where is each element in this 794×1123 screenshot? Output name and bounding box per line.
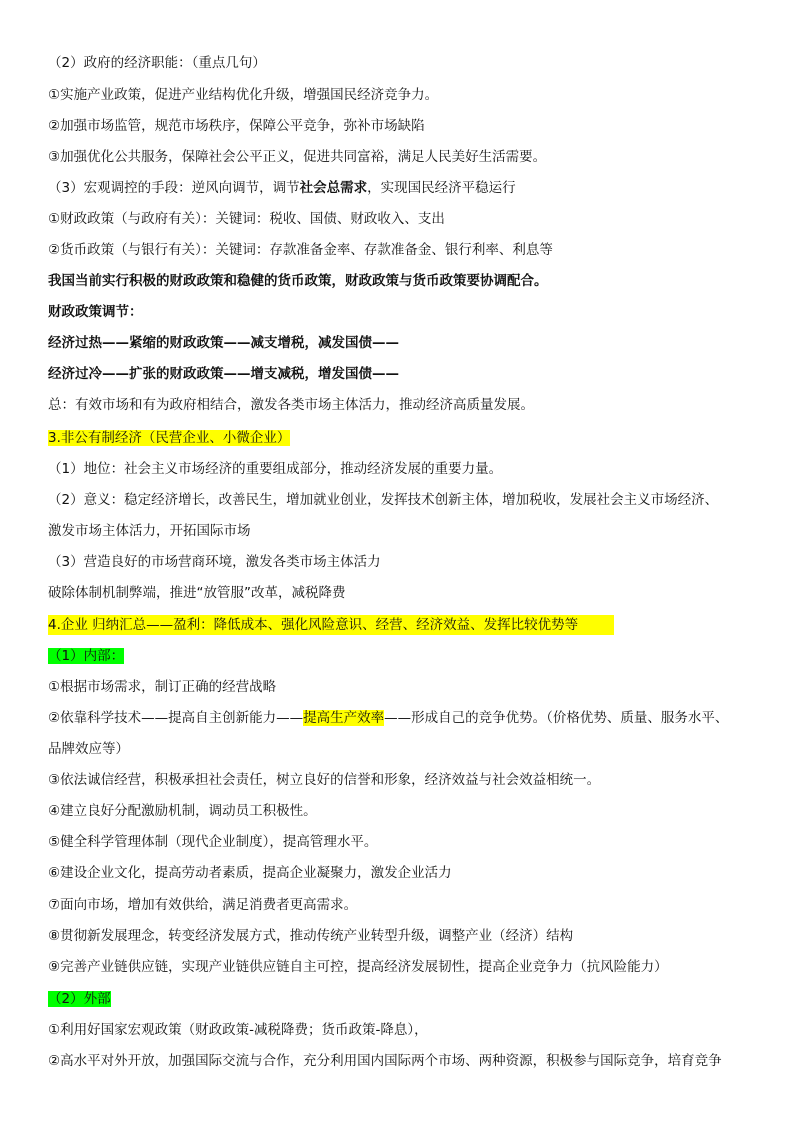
section-enterprise-heading [48,615,614,635]
section-macro-control-heading [48,178,516,198]
bold-line: 经济过冷——扩张的财政政策——增支减税，增发国债—— [48,366,399,382]
text-line: ⑨完善产业链供应链，实现产业链供应链自主可控，提高经济发展韧性，提高企业竞争力（抗风险能力） [48,959,668,975]
text-line: 品牌效应等） [48,741,129,757]
text-line: ⑤健全科学管理体制（现代企业制度），提高管理水平。 [48,834,378,850]
text-line: （2）意义：稳定经济增长，改善民生，增加就业创业，发挥技术创新主体，增加税收，发展社会主义市场经济、 [48,492,719,508]
bold-line: 财政政策调节： [48,304,143,320]
section-non-public-economy-heading [48,428,290,448]
subsection-internal-heading [48,646,124,666]
section-government-functions-heading [48,53,266,73]
bold-term: 社会总需求 [299,180,368,196]
bold-line: 我国当前实行积极的财政政策和稳健的货币政策，财政政策与货币政策要协调配合。 [48,273,548,289]
text-span: ，实现国民经济平稳运行 [367,180,516,196]
text-line: ⑥建设企业文化，提高劳动者素质，提高企业凝聚力，激发企业活力 [48,865,452,881]
text-span: ——形成自己的竞争优势。（价格优势、质量、服务水平、 [384,710,729,726]
text-line: 破除体制机制弊端，推进“放管服”改革，减税降费 [48,585,346,601]
text-line: 总：有效市场和有为政府相结合，激发各类市场主体活力，推动经济高质量发展。 [48,397,534,413]
text-line: ③依法诚信经营，积极承担社会责任，树立良好的信誉和形象，经济效益与社会效益相统一。 [48,772,601,788]
text-line: ①财政政策（与政府有关）：关键词：税收、国债、财政收入、支出 [48,211,445,227]
text-line: ⑧贯彻新发展理念，转变经济发展方式，推动传统产业转型升级，调整产业（经济）结构 [48,928,574,944]
highlighted-heading: 4.企业 归纳汇总——盈利：降低成本、强化风险意识、经营、经济效益、发挥比较优势等 [48,617,579,633]
text-line: （1）地位：社会主义市场经济的重要组成部分，推动经济发展的重要力量。 [48,461,503,477]
text-span: ②依靠科学技术——提高自主创新能力—— [48,710,304,726]
bold-line: 经济过热——紧缩的财政政策——减支增税，减发国债—— [48,335,399,351]
text-line: ①实施产业政策，促进产业结构优化升级，增强国民经济竞争力。 [48,87,439,103]
text-line: ②加强市场监管，规范市场秩序，保障公平竞争，弥补市场缺陷 [48,118,425,134]
text-line: ②高水平对外开放，加强国际交流与合作，充分利用国内国际两个市场、两种资源，积极参与国际竞争，培育竞争 [48,1053,722,1069]
green-highlighted-label: （2）外部 [48,991,111,1007]
text-line [48,708,728,728]
text-line: ①利用好国家宏观政策（财政政策-减税降费；货币政策-降息）， [48,1022,428,1038]
text-span: （3）宏观调控的手段：逆风向调节，调节 [48,180,300,196]
highlighted-term: 提高生产效率 [303,710,385,726]
heading-note: （重点几句） [191,55,266,71]
green-highlighted-label: （1）内部： [48,648,125,664]
subsection-external-heading [48,989,111,1009]
text-line: ③加强优化公共服务，保障社会公平正义，促进共同富裕，满足人民美好生活需要。 [48,149,547,165]
heading-text: （2）政府的经济职能： [48,55,192,71]
text-line: 激发市场主体活力，开拓国际市场 [48,523,251,539]
highlighted-heading: 3.非公有制经济（民营企业、小微企业） [48,430,291,446]
text-line: ①根据市场需求，制订正确的经营战略 [48,679,277,695]
text-line: （3）营造良好的市场营商环境，激发各类市场主体活力 [48,554,381,570]
text-line: ②货币政策（与银行有关）：关键词：存款准备金率、存款准备金、银行利率、利息等 [48,242,553,258]
text-line: ④建立良好分配激励机制，调动员工积极性。 [48,803,317,819]
text-line: ⑦面向市场，增加有效供给，满足消费者更高需求。 [48,897,358,913]
